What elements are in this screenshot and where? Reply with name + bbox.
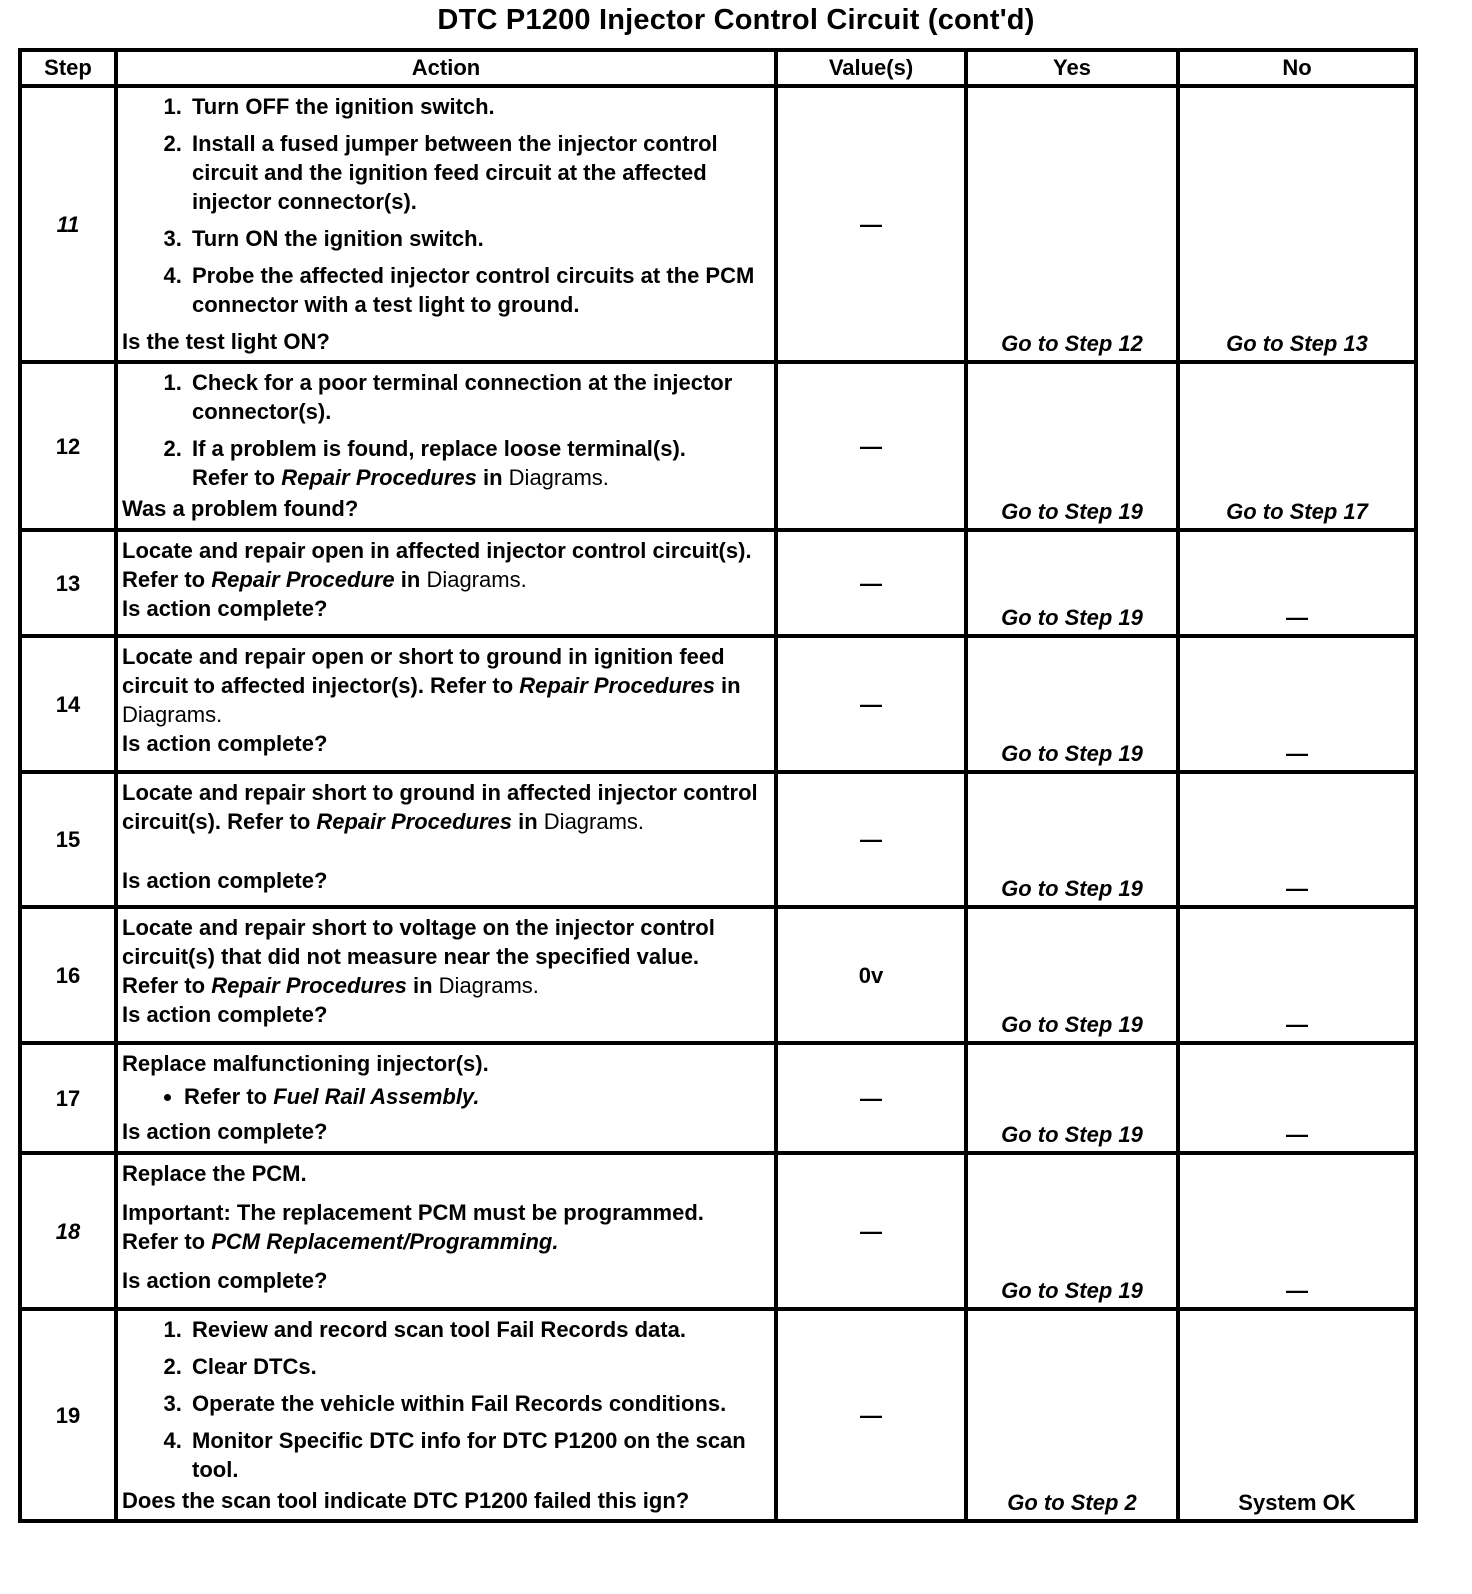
list-item-text: If a problem is found, replace loose terminal(s).: [192, 436, 686, 461]
header-yes: Yes: [966, 50, 1178, 86]
list-item: [188, 434, 768, 492]
step-number: 15: [20, 772, 116, 907]
table-row-step-17: [20, 1043, 1416, 1153]
action-question: Is action complete?: [122, 868, 328, 893]
action-bullet-list: [122, 1082, 768, 1111]
yes-cell: Go to Step 19: [966, 362, 1178, 530]
action-question: Is action complete?: [122, 1119, 328, 1144]
list-item: 2. Install a fused jumper between the injector control circuit and the ignition feed circuit at the affected injector connector(s).: [188, 129, 768, 216]
yes-cell: Go to Step 19: [966, 907, 1178, 1043]
action-text: Locate and repair open in affected injector control circuit(s).: [122, 538, 752, 563]
list-item: 4. Probe the affected injector control circuits at the PCM connector with a test light to ground.: [188, 261, 768, 319]
action-list: [122, 1315, 768, 1484]
step-number: 13: [20, 530, 116, 636]
no-cell: —: [1178, 1153, 1416, 1309]
no-cell: Go to Step 17: [1178, 362, 1416, 530]
table-row-step-15: [20, 772, 1416, 907]
action-question: Is action complete?: [122, 1002, 328, 1027]
repair-procedures-reference: Repair Procedures: [519, 673, 715, 698]
action-cell: [116, 636, 776, 772]
value-cell: —: [776, 362, 966, 530]
refer-suffix: Diagrams.: [543, 809, 645, 834]
table-row-step-12: [20, 362, 1416, 530]
no-cell: Go to Step 13: [1178, 86, 1416, 362]
action-text: Replace malfunctioning injector(s).: [122, 1051, 489, 1076]
action-cell: [116, 362, 776, 530]
action-cell: [116, 530, 776, 636]
step-number: 17: [20, 1043, 116, 1153]
refer-suffix: Diagrams.: [122, 702, 223, 727]
yes-cell: Go to Step 2: [966, 1309, 1178, 1521]
diagnostic-table: [18, 48, 1418, 1523]
header-action: Action: [116, 50, 776, 86]
value-cell: —: [776, 772, 966, 907]
action-cell: [116, 1309, 776, 1521]
important-label: Important:: [122, 1200, 231, 1225]
step-number: 16: [20, 907, 116, 1043]
step-number: 11: [20, 86, 116, 362]
table-row-step-13: [20, 530, 1416, 636]
action-cell: [116, 1043, 776, 1153]
table-row-step-16: [20, 907, 1416, 1043]
repair-procedure-reference: Repair Procedure: [211, 567, 395, 592]
yes-cell: Go to Step 19: [966, 772, 1178, 907]
value-cell: 0v: [776, 907, 966, 1043]
action-text: Locate and repair short to ground in affected injector control circuit(s). Refer to: [122, 780, 758, 834]
header-no: No: [1178, 50, 1416, 86]
no-cell: —: [1178, 636, 1416, 772]
repair-procedures-reference: Repair Procedures: [211, 973, 407, 998]
refer-in: in: [394, 567, 427, 592]
action-question: Is action complete?: [122, 731, 328, 756]
action-cell: [116, 772, 776, 907]
action-list: [122, 92, 768, 319]
refer-in: in: [714, 673, 741, 698]
page-title: DTC P1200 Injector Control Circuit (cont'd): [437, 4, 1035, 36]
step-number: 12: [20, 362, 116, 530]
list-item: [184, 1082, 768, 1111]
yes-cell: Go to Step 19: [966, 636, 1178, 772]
no-cell: —: [1178, 907, 1416, 1043]
refer-prefix: Refer to: [122, 973, 212, 998]
list-item: 4. Monitor Specific DTC info for DTC P1200 on the scan tool.: [188, 1426, 768, 1484]
action-text: Replace the PCM.: [122, 1161, 307, 1186]
no-cell: —: [1178, 772, 1416, 907]
action-cell: [116, 907, 776, 1043]
yes-cell: Go to Step 19: [966, 1043, 1178, 1153]
refer-prefix: Refer to: [192, 465, 282, 490]
list-item: 1. Turn OFF the ignition switch.: [188, 92, 768, 121]
list-item: 1. Check for a poor terminal connection at the injector connector(s).: [188, 368, 768, 426]
list-item: 2. Clear DTCs.: [188, 1352, 768, 1381]
value-cell: —: [776, 86, 966, 362]
value-cell: —: [776, 1153, 966, 1309]
no-cell: —: [1178, 1043, 1416, 1153]
repair-procedures-reference: Repair Procedures: [316, 809, 513, 834]
table-row-step-11: [20, 86, 1416, 362]
value-cell: —: [776, 1043, 966, 1153]
step-number: 19: [20, 1309, 116, 1521]
important-text: The replacement PCM must be programmed.: [230, 1200, 704, 1225]
header-step: Step: [20, 50, 116, 86]
action-cell: [116, 1153, 776, 1309]
pcm-replacement-reference: PCM Replacement/Programming.: [211, 1229, 559, 1254]
refer-suffix: Diagrams.: [438, 973, 539, 998]
yes-cell: Go to Step 19: [966, 530, 1178, 636]
action-list: [122, 368, 768, 492]
action-question: Is action complete?: [122, 596, 328, 621]
action-text: Locate and repair short to voltage on the injector control circuit(s) that did not measure near the specified value.: [122, 915, 715, 969]
step-number: 18: [20, 1153, 116, 1309]
refer-suffix: Diagrams.: [426, 567, 527, 592]
action-question: Is the test light ON?: [122, 329, 330, 354]
value-cell: —: [776, 530, 966, 636]
refer-in: in: [406, 973, 439, 998]
table-row-step-14: [20, 636, 1416, 772]
list-item: 1. Review and record scan tool Fail Records data.: [188, 1315, 768, 1344]
refer-suffix: Diagrams.: [508, 465, 609, 490]
no-cell: System OK: [1178, 1309, 1416, 1521]
value-cell: —: [776, 1309, 966, 1521]
list-item: 3. Turn ON the ignition switch.: [188, 224, 768, 253]
yes-cell: Go to Step 12: [966, 86, 1178, 362]
list-item: 3. Operate the vehicle within Fail Records conditions.: [188, 1389, 768, 1418]
action-question: Is action complete?: [122, 1268, 328, 1293]
header-row: [20, 50, 1416, 86]
action-text: Locate and repair open or short to ground in ignition feed circuit to affected injector(s). Refer to: [122, 644, 725, 698]
header-values: Value(s): [776, 50, 966, 86]
action-question: Does the scan tool indicate DTC P1200 failed this ign?: [122, 1488, 690, 1513]
fuel-rail-assembly-reference: Fuel Rail Assembly.: [273, 1084, 480, 1109]
yes-cell: Go to Step 19: [966, 1153, 1178, 1309]
step-number: 14: [20, 636, 116, 772]
refer-prefix: Refer to: [122, 1229, 212, 1254]
table-row-step-18: [20, 1153, 1416, 1309]
refer-in: in: [476, 465, 509, 490]
value-cell: —: [776, 636, 966, 772]
repair-procedures-reference: Repair Procedures: [281, 465, 477, 490]
action-cell: [116, 86, 776, 362]
table-row-step-19: [20, 1309, 1416, 1521]
refer-in: in: [512, 809, 544, 834]
refer-prefix: Refer to: [122, 567, 212, 592]
no-cell: —: [1178, 530, 1416, 636]
action-question: Was a problem found?: [122, 496, 359, 521]
bullet-prefix: Refer to: [184, 1084, 274, 1109]
